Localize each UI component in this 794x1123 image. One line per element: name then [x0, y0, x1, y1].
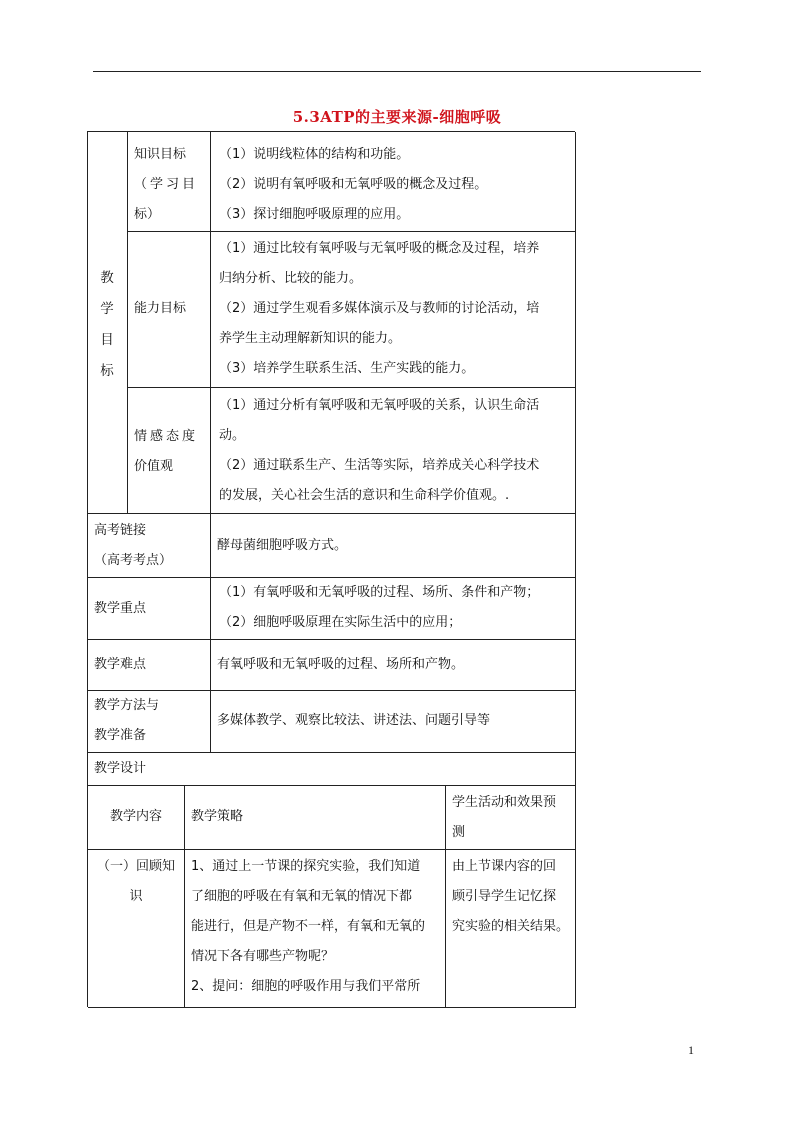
- emotion-items-cell: （1）通过分析有氧呼吸和无氧呼吸的关系，认识生命活 动。 （2）通过联系生产、生活等实际，培养成关心科学技术 的发展，关心社会生活的意识和生命科学价值观。.: [211, 388, 576, 514]
- method-label-cell: 教学方法与 教学准备: [88, 691, 211, 753]
- col-header-content: 教学内容: [88, 786, 185, 850]
- col-header-activity: 学生活动和效果预 测: [446, 786, 576, 850]
- row1-content-cell: （一）回顾知 识: [88, 850, 185, 1008]
- ability-label-cell: 能力目标: [128, 232, 211, 388]
- key-points-label-cell: 教学重点: [88, 578, 211, 640]
- exam-link-value-cell: 酵母菌细胞呼吸方式。: [211, 514, 576, 578]
- header-rule: [93, 71, 701, 72]
- knowledge-item: （3）探讨细胞呼吸原理的应用。: [219, 207, 410, 222]
- emotion-label-cell: 情感态度 价值观: [128, 388, 211, 514]
- page-title: 5.3ATP的主要来源-细胞呼吸: [292, 108, 502, 126]
- difficulty-label-cell: 教学难点: [88, 640, 211, 691]
- lesson-plan-table: [87, 131, 575, 1007]
- design-label-cell: 教学设计: [88, 753, 576, 786]
- col-header-strategy: 教学策略: [185, 786, 446, 850]
- knowledge-items-cell: [211, 132, 576, 232]
- row1-strategy-cell: 1、通过上一节课的探究实验，我们知道 了细胞的呼吸在有氧和无氧的情况下都 能进行，但是产物不一样，有氧和无氧的 情况下各有哪些产物呢？ 2、提问：细胞的呼吸作用与我们平常所: [185, 850, 446, 1008]
- key-points-items-cell: （1）有氧呼吸和无氧呼吸的过程、场所、条件和产物； （2）细胞呼吸原理在实际生活中的应用；: [211, 578, 576, 640]
- objectives-label: 教 学 目 标: [100, 270, 114, 379]
- knowledge-item: （2）说明有氧呼吸和无氧呼吸的概念及过程。: [219, 177, 488, 192]
- knowledge-label-cell: 知识目标 （学习目 标）: [128, 132, 211, 232]
- page-number: 1: [688, 1043, 694, 1057]
- objectives-label-cell: [88, 132, 128, 514]
- knowledge-item: （1）说明线粒体的结构和功能。: [219, 147, 410, 162]
- exam-link-label-cell: 高考链接 （高考考点）: [88, 514, 211, 578]
- ability-items-cell: （1）通过比较有氧呼吸与无氧呼吸的概念及过程，培养 归纳分析、比较的能力。 （2）通过学生观看多媒体演示及与教师的讨论活动，培 养学生主动理解新知识的能力。 （3）培养学生联系生活、生产实践的能力。: [211, 232, 576, 388]
- method-value-cell: 多媒体教学、观察比较法、讲述法、问题引导等: [211, 691, 576, 753]
- row1-activity-cell: 由上节课内容的回 顾引导学生记忆探 究实验的相关结果。: [446, 850, 576, 1008]
- difficulty-value-cell: 有氧呼吸和无氧呼吸的过程、场所和产物。: [211, 640, 576, 691]
